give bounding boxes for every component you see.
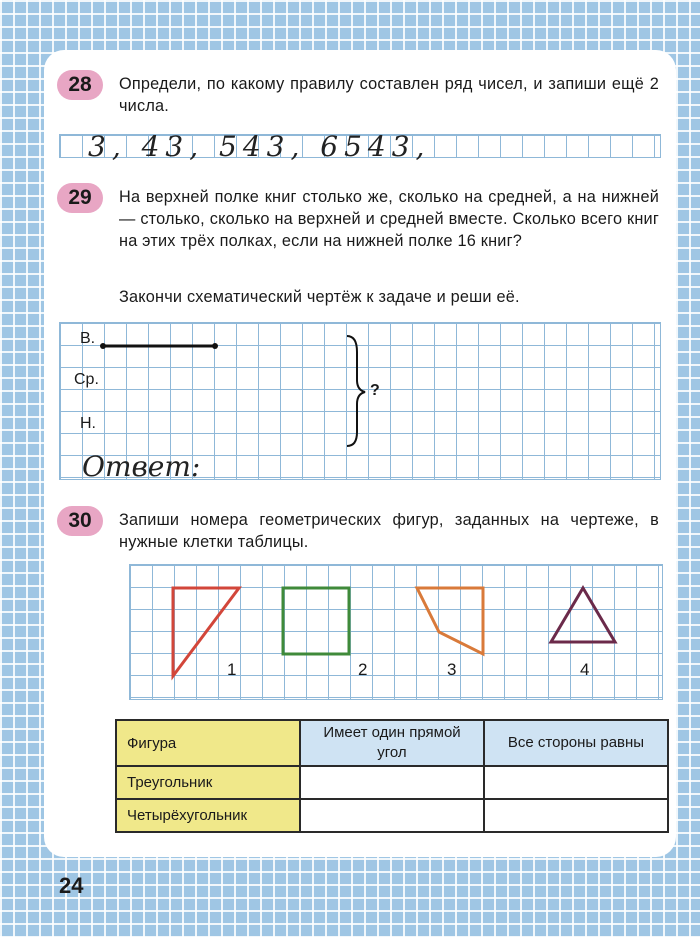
figure-3-quadrilateral (417, 588, 483, 654)
table-header-row (116, 720, 668, 766)
cell-triangle-equal-sides[interactable] (484, 766, 668, 799)
shelf-label-bottom: Н. (80, 415, 96, 432)
task-28-handwritten-answer: 3, 43, 543, 6543, (88, 130, 431, 163)
segment-end-point (212, 343, 218, 349)
task-28-text: Определи, по какому правилу составлен ряд чисел, и запиши ещё 2 числа. (119, 75, 659, 115)
figure-1-number: 1 (227, 660, 237, 679)
table-row (116, 799, 668, 832)
task-29-badge: 29 (57, 183, 103, 213)
task-28-badge: 28 (57, 70, 103, 100)
figure-4-triangle (551, 588, 615, 642)
table-row (116, 766, 668, 799)
figure-4-number: 4 (580, 660, 590, 679)
question-mark: ? (370, 382, 380, 399)
task-30-text: Запиши номера геометрических фигур, заданных на чертеже, в нужные клетки таблицы. (119, 511, 659, 551)
segment-start-point (100, 343, 106, 349)
answer-label: Ответ: (82, 450, 201, 483)
page-number: 24 (59, 873, 84, 898)
figure-2-number: 2 (358, 660, 368, 679)
figure-2-square (283, 588, 349, 654)
cell-quadrilateral-right-angle[interactable] (300, 799, 484, 832)
cell-triangle-right-angle[interactable] (300, 766, 484, 799)
task-30-table (115, 719, 669, 833)
table-header-equal-sides: Все стороны равны (484, 720, 668, 766)
table-header-right-angle: Имеет один прямой угол (300, 720, 484, 766)
table-row-label-quadrilateral: Четырёхугольник (116, 799, 300, 832)
task-29-text: На верхней полке книг столько же, сколько на средней, а на нижней — столько, сколько на верхней и средней вместе. Сколько всего книг на этих трёх полках, если на нижней полке 16 книг? (119, 188, 659, 250)
cell-quadrilateral-equal-sides[interactable] (484, 799, 668, 832)
shelf-label-middle: Ср. (74, 371, 99, 388)
shelf-label-top: В. (80, 330, 96, 347)
figure-3-number: 3 (447, 660, 457, 679)
task-30-badge: 30 (57, 506, 103, 536)
brace-icon (347, 336, 365, 446)
task-29-instruction: Закончи схематический чертёж к задаче и реши её. (119, 288, 520, 306)
table-header-figure: Фигура (116, 720, 300, 766)
table-row-label-triangle: Треугольник (116, 766, 300, 799)
